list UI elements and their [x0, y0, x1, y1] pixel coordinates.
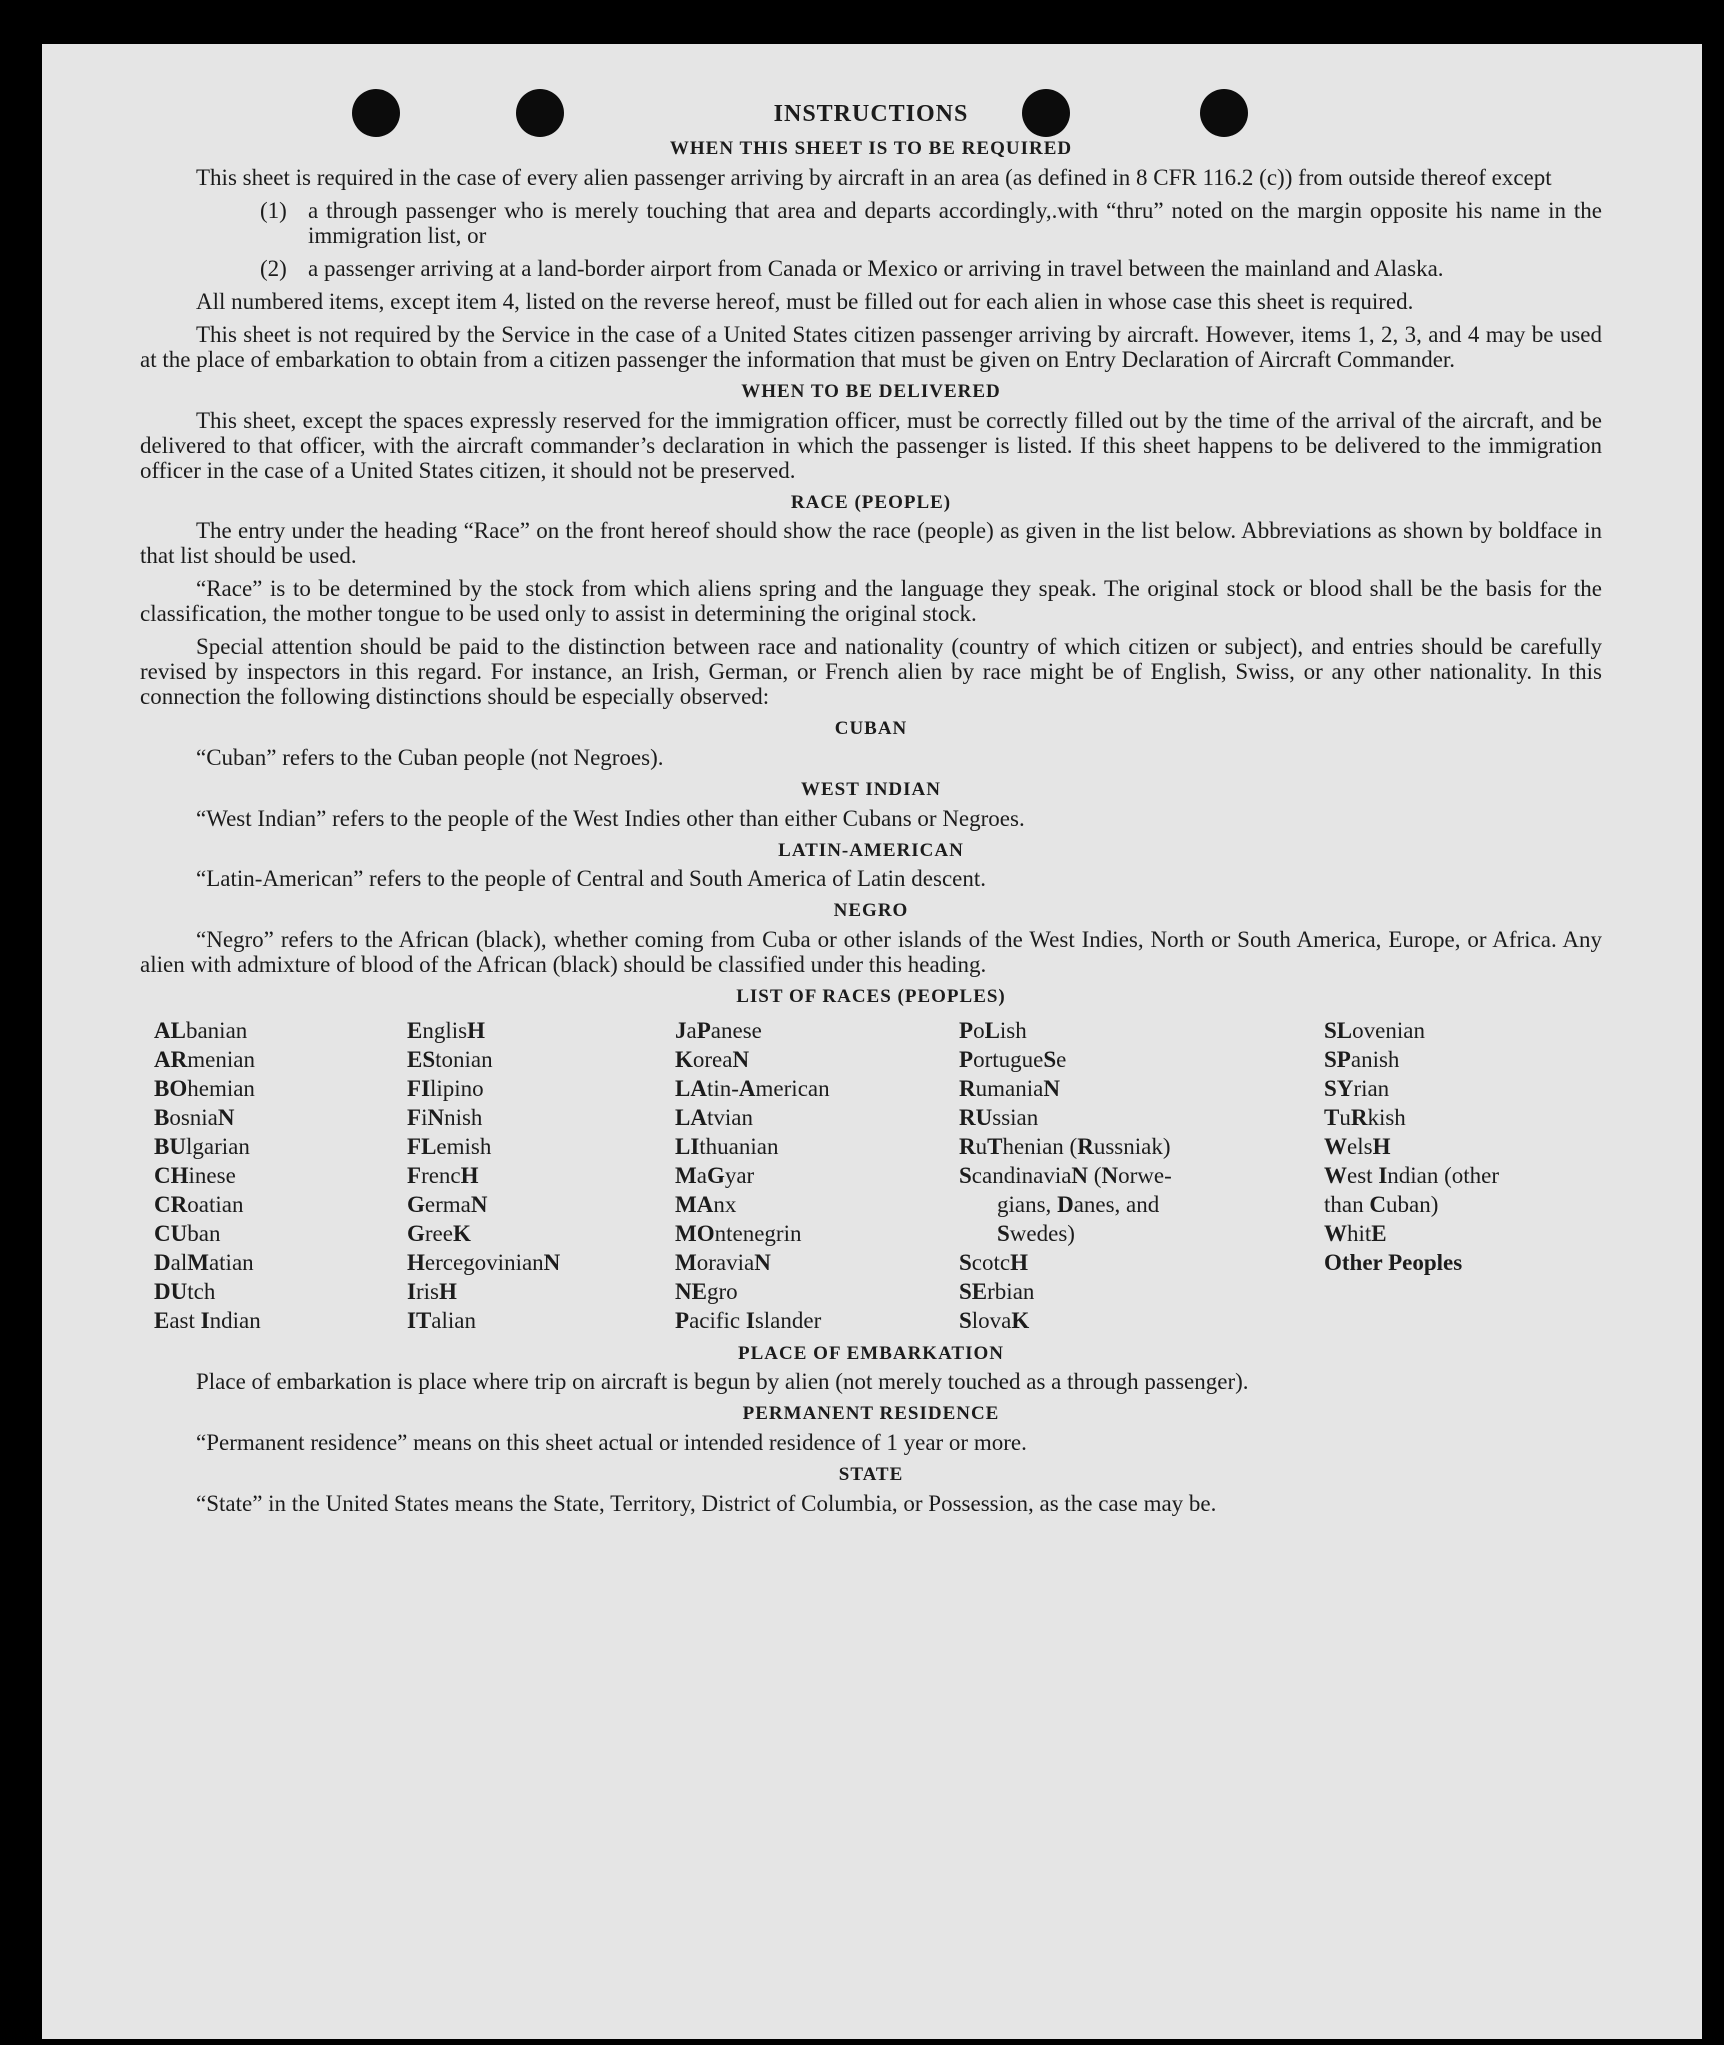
race-entry: RumaniaN: [959, 1075, 1060, 1101]
race-entry: SLovenian: [1324, 1017, 1425, 1043]
paragraph: This sheet is required in the case of every alien passenger arriving by aircraft in an area (as defined in 8 CFR 116.2 (c)) from outside thereof except: [196, 164, 1552, 190]
section-heading: PERMANENT RESIDENCE: [742, 1403, 1000, 1425]
race-entry: gians, Danes, and: [997, 1191, 1160, 1217]
race-list: [154, 1016, 1602, 1335]
section-heading: LATIN-AMERICAN: [778, 839, 964, 861]
paragraph: This sheet, except the spaces expressly reserved for the immigration officer, must be correctly filled out by the time of the arrival of the aircraft, and be delivered to that officer, with the aircraft commander’s declaration in which the passenger is listed. If this sheet happens to be delivered to the immigration officer in the case of a United States citizen, it should not be preserved.: [140, 407, 1602, 483]
race-entry: BosniaN: [154, 1104, 235, 1130]
item-number: (2): [260, 255, 287, 281]
item-text: a through passenger who is merely touching that area and departs accordingly,.with “thru” noted on the margin opposite his name in the immigration list, or: [308, 197, 1602, 248]
race-entry: MAnx: [675, 1191, 737, 1217]
section-heading: RACE (PEOPLE): [790, 491, 952, 513]
race-entry: LIthuanian: [675, 1133, 779, 1159]
paragraph: This sheet is not required by the Service in the case of a United States citizen passenger arriving by aircraft. However, items 1, 2, 3, and 4 may be used at the place of embarkation to obtain from a citizen passenger the information that must be given on Entry Declaration of Aircraft Commander.: [140, 321, 1602, 372]
race-entry: East Indian: [154, 1307, 261, 1333]
race-entry: WelsH: [1324, 1133, 1391, 1159]
page-title: INSTRUCTIONS: [773, 101, 969, 127]
section-heading: STATE: [838, 1464, 904, 1486]
race-entry: EStonian: [407, 1046, 493, 1072]
race-entry: SErbian: [959, 1278, 1035, 1304]
race-entry: GreeK: [407, 1220, 471, 1246]
race-entry: Other Peoples: [1324, 1249, 1463, 1275]
race-entry: BUlgarian: [154, 1133, 250, 1159]
race-column: [959, 1016, 1324, 1335]
race-entry: SPanish: [1324, 1046, 1400, 1072]
item-number: (1): [260, 197, 287, 223]
paragraph: All numbered items, except item 4, listed on the reverse hereof, must be filled out for each alien in whose case this sheet is required.: [196, 288, 1414, 314]
section-heading: WHEN TO BE DELIVERED: [741, 380, 1001, 402]
paragraph: The entry under the heading “Race” on the front hereof should show the race (people) as given in the list below. Abbreviations as shown by boldface in that list should be used.: [140, 518, 1602, 569]
race-entry: GermaN: [407, 1191, 488, 1217]
race-entry: SlovaK: [959, 1307, 1030, 1333]
race-entry: MaGyar: [675, 1162, 755, 1188]
race-entry: FiNnish: [407, 1104, 483, 1130]
paragraph: “West Indian” refers to the people of the West Indies other than either Cubans or Negroes.: [196, 805, 1025, 831]
section-heading: NEGRO: [833, 900, 909, 922]
race-entry: ScotcH: [959, 1249, 1028, 1275]
race-entry: West Indian (other: [1324, 1162, 1500, 1188]
paragraph: “Cuban” refers to the Cuban people (not Negroes).: [196, 744, 664, 770]
race-column: [154, 1016, 407, 1335]
paragraph: Place of embarkation is place where trip on aircraft is begun by alien (not merely touched as a through passenger).: [196, 1369, 1249, 1395]
race-entry: ARmenian: [154, 1046, 255, 1072]
race-entry: SYrian: [1324, 1075, 1390, 1101]
list-item: [260, 198, 1602, 248]
document-page: [42, 44, 1702, 2039]
paragraph: “Race” is to be determined by the stock from which aliens spring and the language they speak. The original stock or blood shall be the basis for the classification, the mother tongue to be used only to assist in determining the original stock.: [140, 576, 1602, 627]
race-entry: LAtin-American: [675, 1075, 830, 1101]
race-entry: JaPanese: [675, 1017, 762, 1043]
race-entry: ALbanian: [154, 1017, 248, 1043]
section-heading: WEST INDIAN: [801, 778, 941, 800]
race-entry: Swedes): [997, 1220, 1075, 1246]
paragraph: Special attention should be paid to the distinction between race and nationality (country of which citizen or subject), and entries should be carefully revised by inspectors in this regard. For instance, an Irish, German, or French alien by race might be of English, Swiss, or any other nationality. In this connection the following distinctions should be especially observed:: [140, 634, 1602, 710]
paragraph: “Negro” refers to the African (black), whether coming from Cuba or other islands of the West Indies, North or South America, Europe, or Africa. Any alien with admixture of blood of the African (black) should be classified under this heading.: [140, 927, 1602, 977]
race-entry: BOhemian: [154, 1075, 255, 1101]
race-entry: NEgro: [675, 1278, 738, 1304]
paragraph: “Permanent residence” means on this sheet actual or intended residence of 1 year or more.: [196, 1430, 1027, 1456]
section-heading: PLACE OF EMBARKATION: [738, 1342, 1004, 1364]
race-entry: IrisH: [407, 1278, 457, 1304]
race-column: [675, 1016, 959, 1335]
race-entry: PoLish: [959, 1017, 1027, 1043]
race-entry: FLemish: [407, 1133, 492, 1159]
race-entry: LAtvian: [675, 1104, 753, 1130]
race-entry: WhitE: [1324, 1220, 1387, 1246]
race-entry: CRoatian: [154, 1191, 244, 1217]
race-entry: Pacific Islander: [675, 1307, 822, 1333]
race-entry: CHinese: [154, 1162, 236, 1188]
race-column: [407, 1016, 675, 1335]
race-entry: RUssian: [959, 1104, 1039, 1130]
race-entry: EnglisH: [407, 1017, 485, 1043]
race-entry: TuRkish: [1324, 1104, 1406, 1130]
race-entry: FIlipino: [407, 1075, 484, 1101]
race-entry: MoraviaN: [675, 1249, 771, 1275]
race-entry: PortugueSe: [959, 1046, 1067, 1072]
race-entry: DUtch: [154, 1278, 216, 1304]
race-entry: ITalian: [407, 1307, 476, 1333]
section-heading: LIST OF RACES (PEOPLES): [736, 986, 1006, 1007]
race-entry: KoreaN: [675, 1046, 750, 1072]
race-entry: ScandinaviaN (Norwe-: [959, 1162, 1172, 1188]
race-entry: DalMatian: [154, 1249, 254, 1275]
race-entry: FrencH: [407, 1162, 479, 1188]
race-entry: MOntenegrin: [675, 1220, 802, 1246]
race-entry: RuThenian (Russniak): [959, 1133, 1171, 1159]
list-item: [260, 256, 1602, 281]
paragraph: “State” in the United States means the State, Territory, District of Columbia, or Possession, as the case may be.: [196, 1490, 1217, 1516]
race-column: [1324, 1016, 1614, 1335]
race-entry: than Cuban): [1324, 1191, 1439, 1217]
race-entry: CUban: [154, 1220, 221, 1246]
section-heading: WHEN THIS SHEET IS TO BE REQUIRED: [669, 138, 1073, 160]
instructions-body: [140, 99, 1602, 1524]
section-heading: CUBAN: [834, 718, 908, 740]
race-entry: HercegovinianN: [407, 1249, 561, 1275]
item-text: a passenger arriving at a land-border airport from Canada or Mexico or arriving in travel between the mainland and Alaska.: [308, 255, 1444, 281]
paragraph: “Latin-American” refers to the people of Central and South America of Latin descent.: [196, 866, 986, 892]
